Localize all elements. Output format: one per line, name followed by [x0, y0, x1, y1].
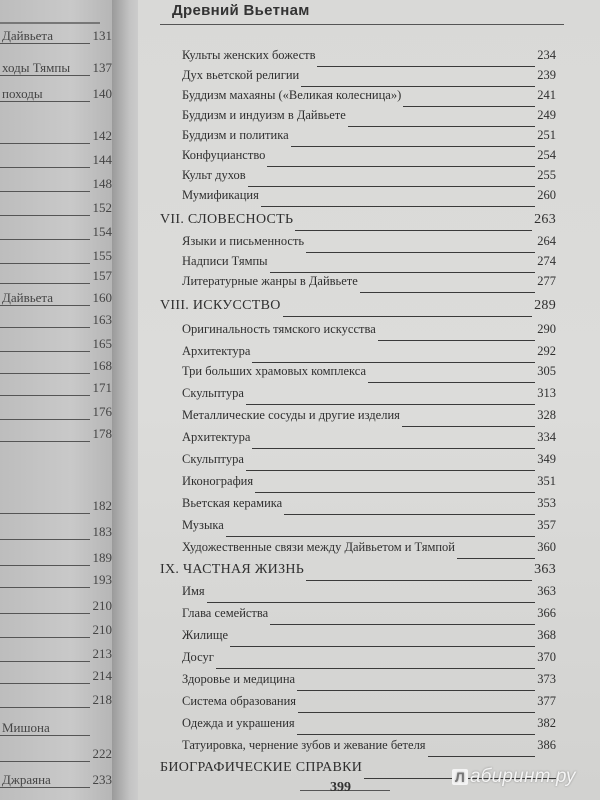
left-page-entry	[0, 28, 112, 46]
toc-entry-title: Татуировка, чернение зубов и жевание бетеля	[182, 738, 426, 752]
left-page-entry-page: 182	[92, 498, 112, 513]
left-page-entry-page: 178	[92, 426, 112, 441]
left-page-entry-page: 140	[92, 86, 112, 101]
toc-leader-line	[298, 712, 535, 713]
toc-entry-title: Одежда и украшения	[182, 716, 295, 730]
toc-entry-title: Жилище	[182, 628, 228, 642]
toc-leader-line	[226, 536, 535, 537]
left-page-entry	[0, 176, 112, 194]
toc-page-number: 263	[534, 212, 556, 227]
toc-leader-line	[306, 580, 532, 581]
left-page-leader	[0, 351, 90, 352]
left-page-entry-page: 155	[92, 248, 112, 263]
toc-entry-title: Буддизм махаяны («Великая колесница»)	[182, 88, 402, 102]
left-page-leader	[0, 761, 90, 762]
left-page-entry-page: 165	[92, 336, 112, 351]
toc-page-number: 274	[537, 254, 556, 268]
toc-page-number: 363	[534, 562, 556, 577]
toc-page-number: 370	[537, 650, 556, 664]
toc-entry	[182, 430, 556, 450]
left-page-leader	[0, 327, 90, 328]
left-page-header-rule	[0, 0, 100, 24]
toc-page-number: 360	[537, 540, 556, 554]
toc-entry-title: Металлические сосуды и другие изделия	[182, 408, 400, 422]
left-page-entry-title: походы	[2, 86, 43, 101]
toc-page-number: 239	[537, 68, 556, 82]
left-page-entry-page: 193	[92, 572, 112, 587]
left-page-entry-page: 154	[92, 224, 112, 239]
toc-leader-line	[297, 734, 536, 735]
toc-entry	[182, 496, 556, 516]
left-page-entry-title: Дайвьета	[2, 28, 54, 43]
left-page-entry	[0, 60, 112, 78]
toc-entry	[182, 108, 556, 128]
toc-leader-line	[255, 492, 535, 493]
toc-entry	[182, 234, 556, 254]
toc-leader-line	[207, 602, 536, 603]
toc-entry-title: Буддизм и индуизм в Дайвьете	[182, 108, 346, 122]
toc-page-number: 305	[537, 364, 556, 378]
toc-leader-line	[283, 316, 532, 317]
toc-section	[160, 212, 556, 232]
toc-page-number: 289	[534, 298, 556, 313]
toc-entry-title: Вьетская керамика	[182, 496, 283, 510]
toc-leader-line	[284, 514, 535, 515]
left-page-leader	[0, 539, 90, 540]
left-page-entry	[0, 550, 112, 568]
toc-entry	[182, 168, 556, 188]
toc-leader-line	[261, 206, 535, 207]
toc-page-number: 249	[537, 108, 556, 122]
left-page-entry-page: 144	[92, 152, 112, 167]
left-page-entry-page: 152	[92, 200, 112, 215]
left-page-leader	[0, 215, 90, 216]
left-page-leader	[0, 167, 90, 168]
toc-page-number: 363	[537, 584, 556, 598]
running-header	[160, 0, 564, 25]
left-page-entry-page: 176	[92, 404, 112, 419]
left-page-leader	[0, 587, 90, 588]
toc-page-number: 290	[537, 322, 556, 336]
left-page-entry	[0, 224, 112, 242]
left-page-leader	[0, 239, 90, 240]
toc-page-number: 382	[537, 716, 556, 730]
toc-section	[160, 562, 556, 582]
toc-page-number: 366	[537, 606, 556, 620]
left-page-entry	[0, 572, 112, 590]
left-page-entry-page: 157	[92, 268, 112, 283]
left-page-leader	[0, 637, 90, 638]
left-page-entry-page: 222	[92, 746, 112, 761]
left-page-entry-page: 213	[92, 646, 112, 661]
toc-entry-title: Музыка	[182, 518, 224, 532]
left-page-entry	[0, 598, 112, 616]
toc-page-number: 241	[537, 88, 556, 102]
left-page-leader	[0, 263, 90, 264]
toc-entry	[182, 694, 556, 714]
left-page-leader	[0, 143, 90, 144]
toc-section-title: VIII. ИСКУССТВО	[160, 298, 281, 313]
left-page-entry	[0, 248, 112, 266]
toc-leader-line	[267, 166, 535, 167]
toc-page-number: 292	[537, 344, 556, 358]
toc-page-number: 234	[537, 48, 556, 62]
left-page-leader	[0, 683, 90, 684]
left-page	[0, 0, 118, 800]
left-page-entry	[0, 380, 112, 398]
left-page-leader	[0, 75, 90, 76]
left-page-leader	[0, 565, 90, 566]
toc-entry	[182, 254, 556, 274]
left-page-entry-page: 163	[92, 312, 112, 327]
toc-entry	[182, 88, 556, 108]
toc-page-number: 254	[537, 148, 556, 162]
toc-page-number: 349	[537, 452, 556, 466]
toc-entry-title: Конфуцианство	[182, 148, 266, 162]
toc-page-number: 313	[537, 386, 556, 400]
toc-page-number: 255	[537, 168, 556, 182]
toc-entry	[182, 408, 556, 428]
toc-leader-line	[297, 690, 535, 691]
toc-entry	[182, 584, 556, 604]
left-page-entry-page: 214	[92, 668, 112, 683]
toc-leader-line	[348, 126, 535, 127]
page-title: Древний Вьетнам	[172, 2, 310, 19]
left-page-leader	[0, 283, 90, 284]
left-page-entry-page: 233	[92, 772, 112, 787]
left-page-entry-page: 183	[92, 524, 112, 539]
left-page-entry	[0, 86, 112, 104]
toc-entry	[182, 452, 556, 472]
toc-leader-line	[457, 558, 535, 559]
left-page-entry	[0, 290, 112, 308]
toc-entry-title: Культ духов	[182, 168, 246, 182]
toc-leader-line	[402, 426, 535, 427]
left-page-leader	[0, 707, 90, 708]
toc-entry-title: Дух вьетской религии	[182, 68, 300, 82]
left-page-entry	[0, 692, 112, 710]
toc-page-number: 353	[537, 496, 556, 510]
toc-entry-title: Буддизм и политика	[182, 128, 289, 142]
toc-page-number: 251	[537, 128, 556, 142]
toc-section-title: БИОГРАФИЧЕСКИЕ СПРАВКИ	[160, 760, 363, 775]
left-page-entry	[0, 646, 112, 664]
toc-leader-line	[360, 292, 535, 293]
left-page-entry	[0, 772, 112, 790]
labirint-watermark	[452, 766, 576, 788]
left-page-entry-title: ходы Тямпы	[2, 60, 71, 75]
toc-leader-line	[301, 86, 535, 87]
left-page-leader	[0, 373, 90, 374]
labirint-logo-icon: Л	[452, 769, 468, 785]
toc-entry-title: Скульптура	[182, 386, 244, 400]
toc-entry	[182, 48, 556, 68]
toc-entry	[182, 738, 556, 758]
left-page-entry	[0, 200, 112, 218]
toc-entry-title: Система образования	[182, 694, 297, 708]
toc-section-title: IX. ЧАСТНАЯ ЖИЗНЬ	[160, 562, 305, 577]
toc-entry-title: Скульптура	[182, 452, 244, 466]
toc-leader-line	[246, 470, 535, 471]
toc-entry-title: Языки и письменность	[182, 234, 305, 248]
toc-entry	[182, 650, 556, 670]
left-page-entry-page: 168	[92, 358, 112, 373]
left-page-entry	[0, 498, 112, 516]
toc-leader-line	[246, 404, 535, 405]
left-page-entry-page: 189	[92, 550, 112, 565]
toc-leader-line	[216, 668, 535, 669]
toc-entry	[182, 716, 556, 736]
toc-entry	[182, 274, 556, 294]
left-page-entry	[0, 524, 112, 542]
toc-leader-line	[270, 272, 536, 273]
left-page-entry-page: 142	[92, 128, 112, 143]
toc-entry-title: Иконография	[182, 474, 254, 488]
toc-entry	[182, 68, 556, 88]
left-page-entry-page: 210	[92, 622, 112, 637]
toc-leader-line	[252, 448, 535, 449]
left-page-entry-title: Мишона	[2, 720, 50, 735]
toc-entry-title: Имя	[182, 584, 205, 598]
toc-leader-line	[403, 106, 535, 107]
toc-page-number: 357	[537, 518, 556, 532]
left-page-entry-page: 137	[92, 60, 112, 75]
toc-entry	[182, 364, 556, 384]
left-page-entry-title: Джраяна	[2, 772, 51, 787]
left-page-entry	[0, 358, 112, 376]
toc-leader-line	[317, 66, 535, 67]
toc-section-title: VII. СЛОВЕСНОСТЬ	[160, 212, 294, 227]
toc-page-number: 264	[537, 234, 556, 248]
toc-entry-title: Здоровье и медицина	[182, 672, 296, 686]
toc-page-number: 386	[537, 738, 556, 752]
toc-entry	[182, 474, 556, 494]
toc-leader-line	[295, 230, 532, 231]
toc-leader-line	[252, 362, 535, 363]
left-page-entry-page: 218	[92, 692, 112, 707]
left-page-entry-page: 131	[92, 28, 112, 43]
toc-entry-title: Архитектура	[182, 430, 251, 444]
left-page-leader	[0, 395, 90, 396]
watermark-text: абиринт.ру	[470, 766, 576, 787]
toc-entry	[182, 188, 556, 208]
toc-page-number: 377	[537, 694, 556, 708]
toc-section	[160, 298, 556, 318]
left-page-leader	[0, 513, 90, 514]
toc-entry-title: Художественные связи между Дайвьетом и Тямпой	[182, 540, 455, 554]
toc-page-number: 351	[537, 474, 556, 488]
toc-entry-title: Архитектура	[182, 344, 251, 358]
toc-entry	[182, 672, 556, 692]
toc-leader-line	[230, 646, 535, 647]
left-page-entry	[0, 268, 112, 286]
toc-entry-title: Надписи Тямпы	[182, 254, 268, 268]
left-page-entry	[0, 128, 112, 146]
left-page-entry-page: 148	[92, 176, 112, 191]
left-page-entry	[0, 404, 112, 422]
toc-entry	[182, 344, 556, 364]
toc-page-number: 334	[537, 430, 556, 444]
toc-leader-line	[306, 252, 535, 253]
toc-page-number: 368	[537, 628, 556, 642]
toc-entry	[182, 322, 556, 342]
toc-leader-line	[368, 382, 535, 383]
toc-leader-line	[270, 624, 535, 625]
left-page-leader	[0, 191, 90, 192]
toc-entry-title: Культы женских божеств	[182, 48, 316, 62]
left-page-leader	[0, 441, 90, 442]
left-page-entry	[0, 668, 112, 686]
toc-entry	[182, 148, 556, 168]
toc-entry-title: Глава семейства	[182, 606, 269, 620]
left-page-entry	[0, 312, 112, 330]
left-page-leader	[0, 101, 90, 102]
toc-entry	[182, 540, 556, 560]
toc-page-number: 328	[537, 408, 556, 422]
left-page-leader	[0, 305, 90, 306]
toc-entry-title: Литературные жанры в Дайвьете	[182, 274, 358, 288]
toc-entry	[182, 518, 556, 538]
toc-entry-title: Мумификация	[182, 188, 259, 202]
left-page-leader	[0, 43, 90, 44]
left-page-entry-page: 210	[92, 598, 112, 613]
left-page-entry-page: 160	[92, 290, 112, 305]
toc-entry	[182, 628, 556, 648]
toc-entry	[182, 386, 556, 406]
left-page-entry	[0, 622, 112, 640]
left-page-leader	[0, 787, 90, 788]
left-page-leader	[0, 735, 90, 736]
toc-entry	[182, 606, 556, 626]
page-number: 399	[330, 780, 351, 795]
toc-page-number: 373	[537, 672, 556, 686]
toc-leader-line	[428, 756, 536, 757]
left-page-entry	[0, 746, 112, 764]
toc-leader-line	[291, 146, 536, 147]
left-page-leader	[0, 661, 90, 662]
left-page-entry	[0, 336, 112, 354]
toc-leader-line	[248, 186, 536, 187]
toc-entry-title: Оригинальность тямского искусства	[182, 322, 376, 336]
toc-page-number: 277	[537, 274, 556, 288]
toc-entry-title: Три больших храмовых комплекса	[182, 364, 367, 378]
left-page-entry-title: Дайвьета	[2, 290, 54, 305]
left-page-entry	[0, 720, 112, 738]
left-page-entry	[0, 426, 112, 444]
toc-entry-title: Досуг	[182, 650, 214, 664]
toc-page-number: 260	[537, 188, 556, 202]
left-page-leader	[0, 613, 90, 614]
left-page-entry-page: 171	[92, 380, 112, 395]
toc-entry	[182, 128, 556, 148]
left-page-entry	[0, 152, 112, 170]
toc-leader-line	[378, 340, 535, 341]
left-page-leader	[0, 419, 90, 420]
